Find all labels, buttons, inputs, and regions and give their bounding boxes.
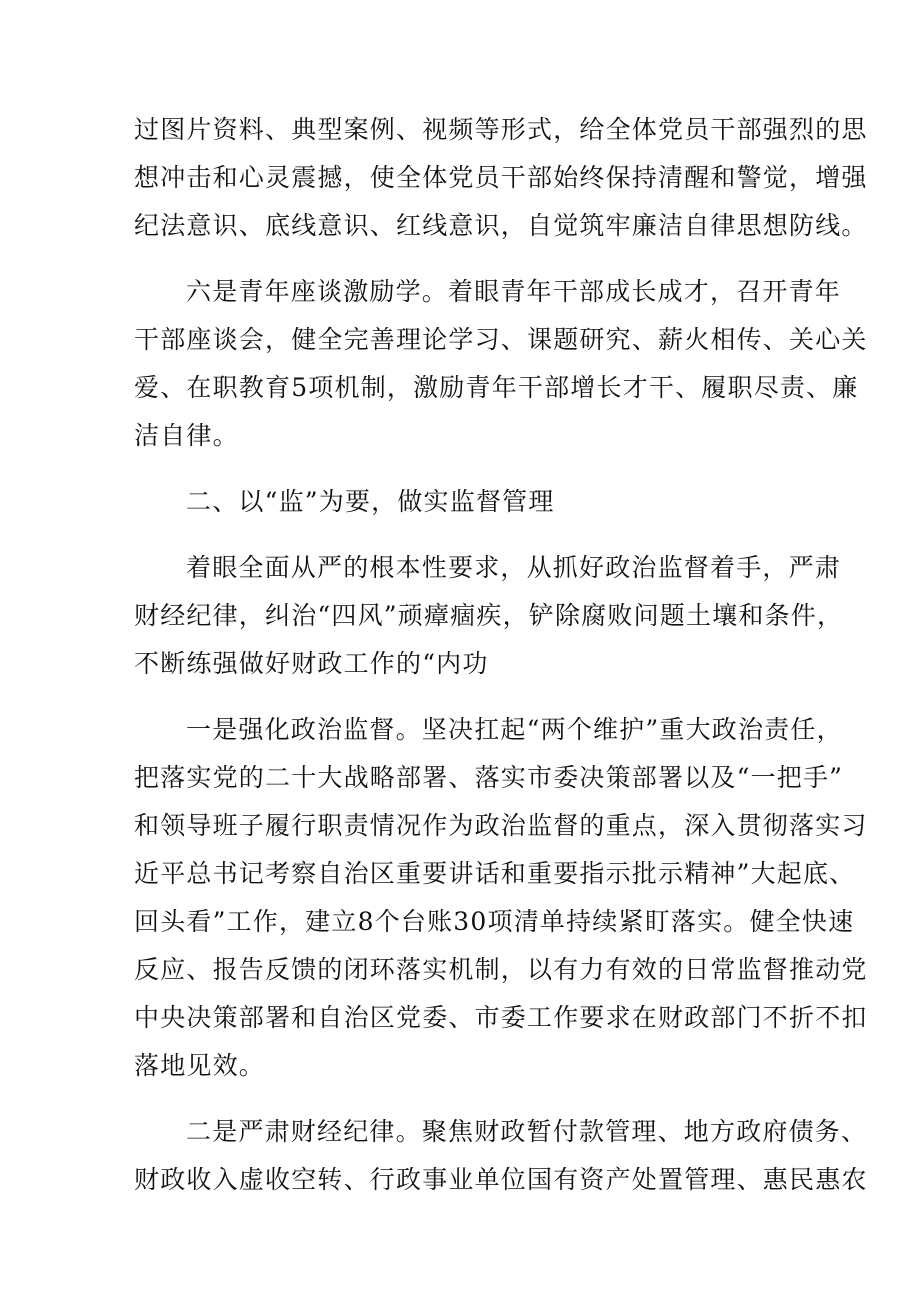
text-line: 着眼全面从严的根本性要求，从抓好政治监督着手，严肃 (186, 553, 842, 582)
text-line: 财经纪律，纠治“四风”顽瘴痼疾，铲除腐败问题土壤和条件， (134, 601, 844, 630)
section-heading (134, 478, 786, 526)
text-line: 不断练强做好财政工作的“内功 (134, 649, 489, 678)
text-line: 和领导班子履行职责情况作为政治监督的重点，深入贯彻落实习 (134, 811, 868, 840)
paragraph-gap (134, 688, 786, 706)
text-line: 爱、在职教育5项机制，激励青年干部增长才干、履职尽责、廉 (134, 373, 859, 402)
text-line: 二是严肃财经纪律。聚焦财政暂付款管理、地方政府债务、 (186, 1117, 868, 1146)
text-line: 财政收入虚收空转、行政事业单位国有资产处置管理、惠民惠农 (134, 1165, 868, 1194)
text-line: 想冲击和心灵震撼，使全体党员干部始终保持清醒和警觉，增强 (134, 163, 868, 192)
text-line: 反应、报告反馈的闭环落实机制，以有力有效的日常监督推动党 (134, 955, 868, 984)
text-line: 近平总书记考察自治区重要讲话和重要指示批示精神”大起底、 (134, 859, 856, 888)
paragraph-gap (134, 250, 786, 268)
paragraph-intro (134, 544, 844, 688)
paragraph-gap (134, 526, 786, 544)
text-line: 洁自律。 (134, 421, 239, 450)
text-line: 干部座谈会，健全完善理论学习、课题研究、薪火相传、关心关 (134, 325, 868, 354)
text-line: 中央决策部署和自治区党委、市委工作要求在财政部门不折不扣 (134, 1003, 868, 1032)
section-heading-text: 二、以“监”为要，做实监督管理 (186, 487, 555, 516)
paragraph-youth-forum (134, 268, 868, 460)
paragraph-continuation (134, 106, 868, 250)
paragraph-political-supervision (134, 706, 868, 1090)
text-line: 一是强化政治监督。坚决扛起“两个维护”重大政治责任， (186, 715, 843, 744)
text-line: 六是青年座谈激励学。着眼青年干部成长成才，召开青年 (186, 277, 842, 306)
paragraph-financial-discipline (134, 1108, 868, 1204)
text-line: 落地见效。 (134, 1051, 266, 1080)
text-line: 纪法意识、底线意识、红线意识，自觉筑牢廉洁自律思想防线。 (134, 211, 868, 240)
document-body (134, 106, 868, 1204)
text-line: 回头看”工作，建立8个台账30项清单持续紧盯落实。健全快速 (134, 907, 855, 936)
paragraph-gap (134, 460, 786, 478)
text-line: 把落实党的二十大战略部署、落实市委决策部署以及“一把手” (134, 763, 844, 792)
text-line: 过图片资料、典型案例、视频等形式，给全体党员干部强烈的思 (134, 115, 868, 144)
paragraph-gap (134, 1090, 786, 1108)
